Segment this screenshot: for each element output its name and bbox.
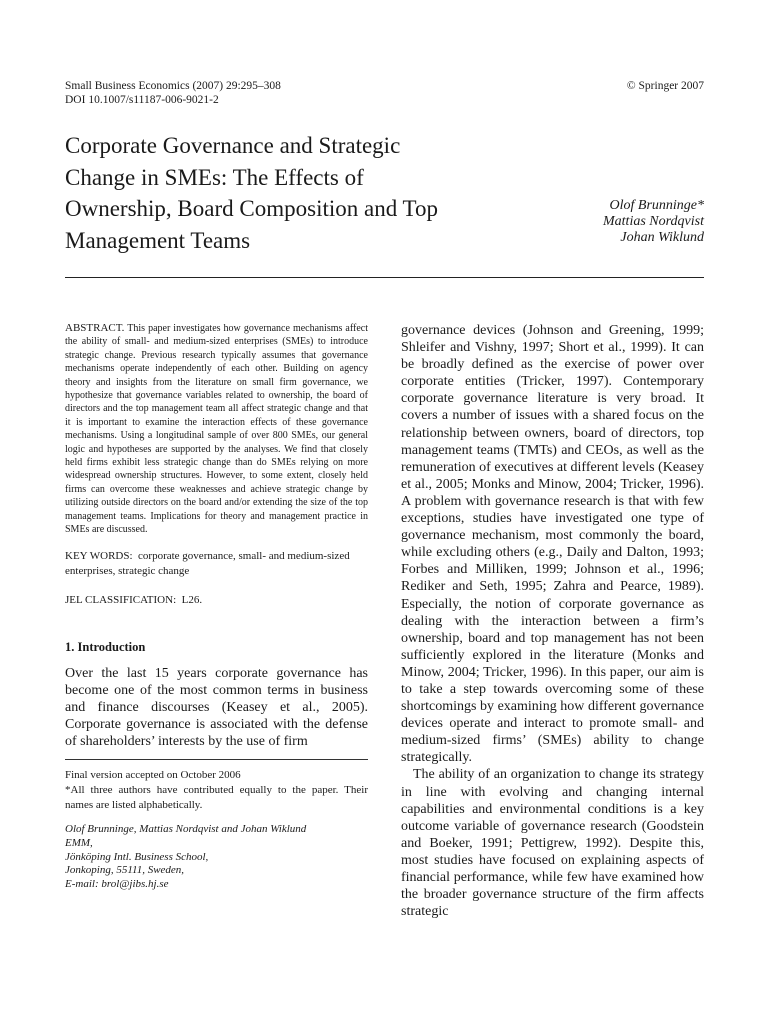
right-column — [401, 322, 704, 920]
jel-classification — [65, 593, 368, 608]
author: Mattias Nordqvist — [603, 214, 704, 229]
footnote-accepted: Final version accepted on October 2006 — [65, 768, 241, 781]
keywords-label: KEY WORDS: — [65, 549, 133, 562]
intro-paragraph: Over the last 15 years corporate governance has become one of the most common terms in business and finance discourses (Keasey et al., 2005). Corporate governance is associated with the defense of shareholders’ interests by the use of firm — [65, 665, 368, 749]
abstract-label: ABSTRACT. — [65, 322, 125, 334]
body-paragraph: The ability of an organization to change its strategy in line with evolving and changing internal capabilities and environmental conditions is a key outcome variable of governance research (Goodstein and Boeker, 1991; Pettigrew, 1992). Despite this, most studies have focused on explaining aspects of financial performance, while few have examined how the broader governance structure of the firm affects strategic — [401, 767, 704, 920]
address-email: E-mail: brol@jibs.hj.se — [65, 878, 169, 891]
author-list — [603, 198, 704, 246]
address-school: Jönköping Intl. Business School, — [65, 850, 209, 863]
journal-header — [65, 80, 281, 107]
copyright: © Springer 2007 — [626, 80, 704, 92]
paper-title: Corporate Governance and Strategic Change in SMEs: The Effects of Ownership, Board Composition and Top Management Teams — [65, 133, 438, 253]
author: Olof Brunninge* — [609, 198, 704, 213]
title-divider — [65, 277, 704, 278]
address-names: Olof Brunninge, Mattias Nordqvist and Johan Wiklund — [65, 822, 307, 835]
keywords-text: corporate governance, small- and medium-sized enterprises, strategic change — [65, 549, 350, 577]
correspondence-address — [65, 823, 368, 892]
address-city: Jonkoping, 55111, Sweden, — [65, 864, 185, 877]
footnote-contribution: *All three authors have contributed equally to the paper. Their names are listed alphabetically. — [65, 783, 368, 811]
abstract-text: This paper investigates how governance mechanisms affect the ability of small- and medium-sized enterprises (SMEs) to introduce strategic change. Previous research typically assumes that governance mechanisms operate independently of each other. Building on agency theory and insights from the literature on small firm governance, we hypothesize that governance variables related to ownership, the board of directors and the top management team all affect strategic change and that it is important to examine the interaction effects of these governance mechanisms. Using a longitudinal sample of over 800 SMEs, our general logic and hypotheses are supported by the analyses. We find that closely held firms exhibit less strategic change than do SMEs relying on more widespread ownership structures. However, to some extent, closely held firms can overcome these weaknesses and achieve strategic change by utilizing outside directors on the board and/or extending the size of the top management teams. Implications for theory and management practice in SMEs are discussed. — [65, 323, 368, 536]
section-heading-introduction: 1. Introduction — [65, 639, 146, 654]
keywords — [65, 549, 368, 579]
jel-label: JEL CLASSIFICATION: — [65, 593, 177, 606]
abstract — [65, 322, 368, 537]
doi: DOI 10.1007/s11187-006-9021-2 — [65, 93, 219, 106]
journal-citation: Small Business Economics (2007) 29:295–308 — [65, 80, 281, 92]
author: Johan Wiklund — [620, 230, 704, 245]
address-dept: EMM, — [65, 836, 93, 849]
left-column — [65, 322, 368, 892]
footnote-divider — [65, 759, 368, 760]
jel-code: L26. — [181, 593, 203, 606]
body-paragraph: governance devices (Johnson and Greening, 1999; Shleifer and Vishny, 1997; Short et al., 1999). It can be broadly defined as the exercise of power over corporate entities (Tricker, 1997). Contemporary corporate governance literature is very broad. It covers a number of issues with a shared focus on the relationship between owners, board of directors, top management teams (TMTs) and CEOs, as well as the remuneration of executives at different levels (Keasey et al., 2005; Monks and Minow, 2004; Tricker, 1996). A problem with governance research is that with few exceptions, studies have investigated one type of governance mechanism, most commonly the board, while excluding others (e.g., Daily and Dalton, 1993; Forbes and Milliken, 1999; Johnson et al., 1996; Rediker and Seth, 1995; Zahra and Pearce, 1989). Especially, the notion of corporate governance as dealing with the interaction between a firm’s ownership, board and top management has not been sufficiently explored in the literature (Monks and Minow, 2004; Tricker, 1996). In this paper, our aim is to take a step towards overcoming some of these shortcomings by examining how different governance devices operate and interact to promote small- and medium-sized firms’ (SMEs) ability to change strategically. — [401, 323, 704, 766]
